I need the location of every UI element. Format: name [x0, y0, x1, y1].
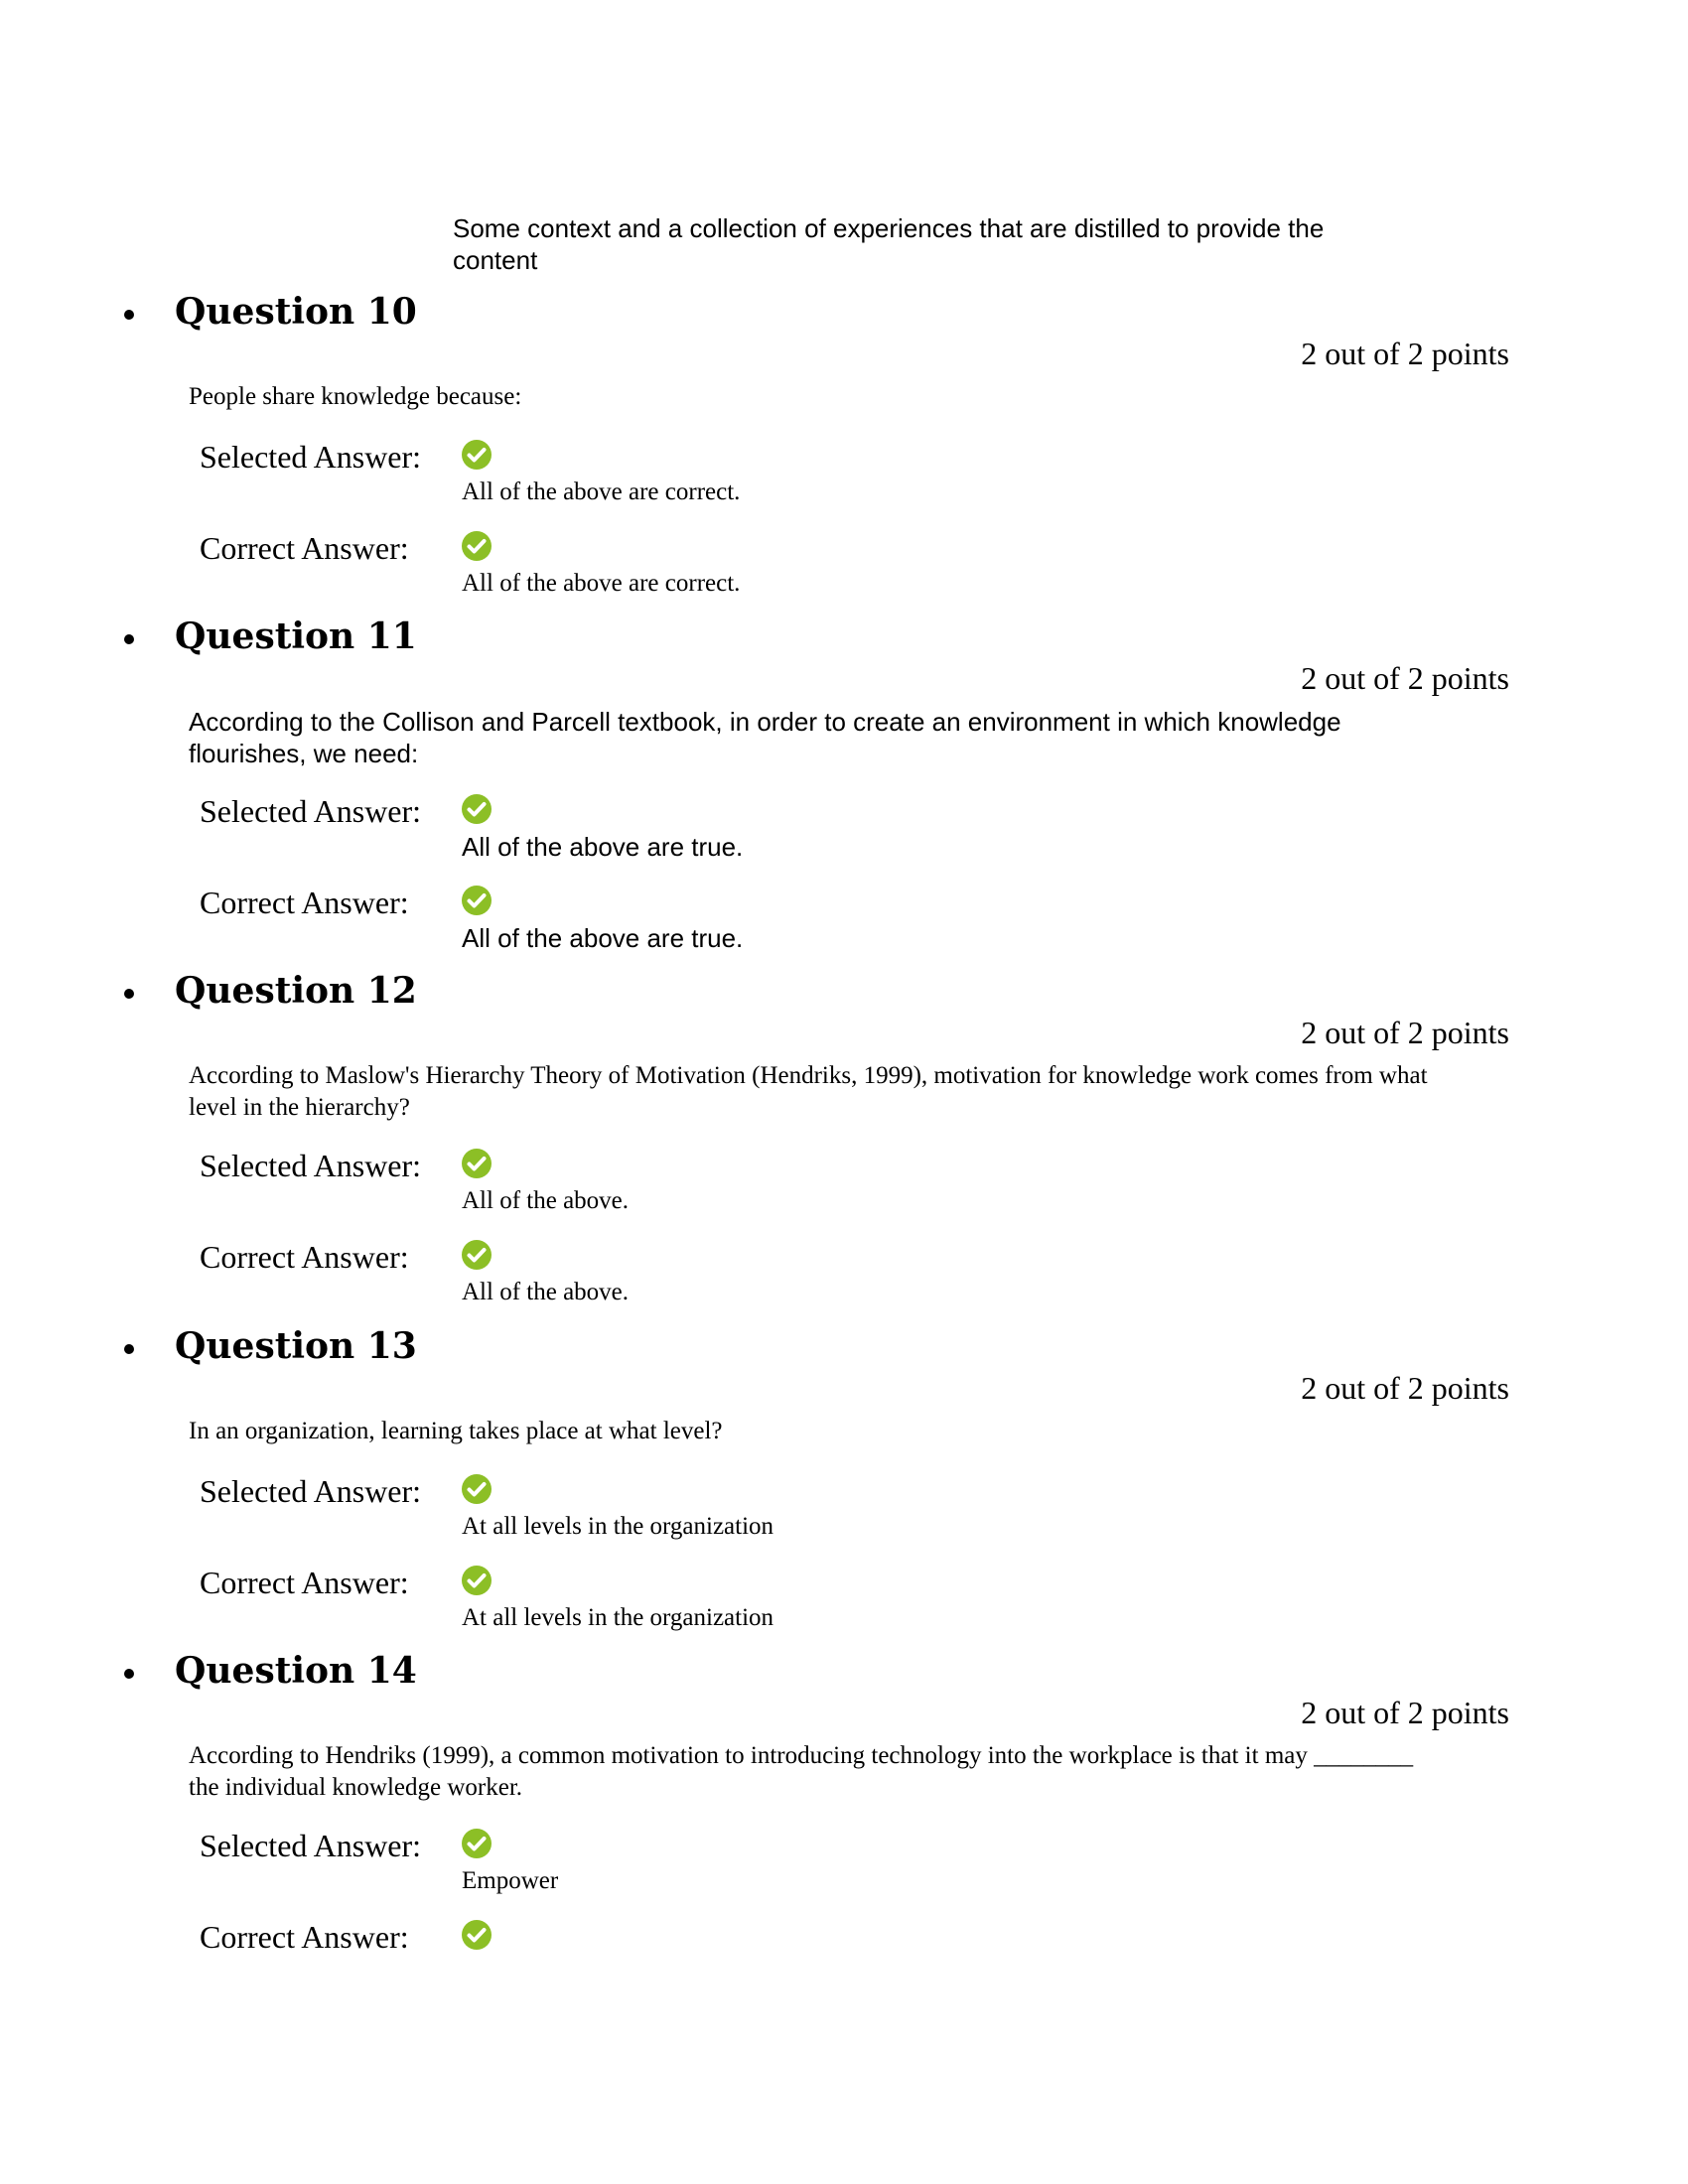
- question-title: Question 12: [175, 970, 417, 1012]
- question-title: Question 13: [175, 1325, 417, 1367]
- selected-answer-value: All of the above are correct.: [462, 478, 741, 505]
- bullet-icon: [124, 1669, 134, 1679]
- question-points: 2 out of 2 points: [1301, 1015, 1509, 1050]
- question-points: 2 out of 2 points: [1301, 336, 1509, 371]
- check-circle-icon: [461, 1565, 492, 1596]
- question-14: [0, 1651, 1688, 1969]
- correct-answer-value: All of the above are true.: [462, 923, 744, 953]
- selected-answer-label: Selected Answer:: [200, 1473, 422, 1509]
- previous-question-answer-text: Some context and a collection of experiences that are distilled to provide the content: [453, 213, 1325, 275]
- check-circle-icon: [461, 1919, 492, 1951]
- selected-answer-value: At all levels in the organization: [462, 1513, 774, 1540]
- bullet-icon: [124, 1344, 134, 1354]
- check-circle-icon: [461, 885, 492, 916]
- check-circle-icon: [461, 1828, 492, 1859]
- question-text: People share knowledge because:: [189, 383, 522, 410]
- selected-answer-label: Selected Answer:: [200, 1828, 422, 1863]
- question-12: [0, 970, 1688, 1305]
- bullet-icon: [124, 634, 134, 644]
- correct-answer-label: Correct Answer:: [200, 530, 409, 566]
- question-text: According to Maslow's Hierarchy Theory of Motivation (Hendriks, 1999), motivation for knowledge work comes from what level in the hierarchy?: [189, 1062, 1428, 1121]
- selected-answer-value: Empower: [462, 1867, 559, 1894]
- correct-answer-value: All of the above.: [462, 1279, 630, 1305]
- correct-answer-label: Correct Answer:: [200, 885, 409, 920]
- question-points: 2 out of 2 points: [1301, 1695, 1509, 1730]
- selected-answer-label: Selected Answer:: [200, 1148, 422, 1183]
- question-title: Question 11: [175, 615, 417, 657]
- question-title: Question 14: [175, 1650, 417, 1692]
- check-circle-icon: [461, 793, 492, 825]
- question-points: 2 out of 2 points: [1301, 1370, 1509, 1406]
- correct-answer-value: At all levels in the organization: [462, 1604, 774, 1631]
- check-circle-icon: [461, 1473, 492, 1505]
- correct-answer-label: Correct Answer:: [200, 1919, 409, 1955]
- question-11: [0, 615, 1688, 953]
- question-13: [0, 1326, 1688, 1644]
- question-10: [0, 292, 1688, 610]
- question-title: Question 10: [175, 291, 417, 333]
- selected-answer-label: Selected Answer:: [200, 439, 422, 475]
- check-circle-icon: [461, 1239, 492, 1271]
- question-text: In an organization, learning takes place at what level?: [189, 1418, 723, 1444]
- selected-answer-value: All of the above.: [462, 1187, 630, 1214]
- check-circle-icon: [461, 439, 492, 471]
- correct-answer-value: All of the above are correct.: [462, 570, 741, 597]
- question-text: According to Hendriks (1999), a common motivation to introducing technology into the workplace is that it may ________ the individual knowledge worker.: [189, 1742, 1414, 1801]
- bullet-icon: [124, 310, 134, 320]
- correct-answer-label: Correct Answer:: [200, 1239, 409, 1275]
- selected-answer-label: Selected Answer:: [200, 793, 422, 829]
- selected-answer-value: All of the above are true.: [462, 832, 744, 862]
- check-circle-icon: [461, 1148, 492, 1179]
- check-circle-icon: [461, 530, 492, 562]
- correct-answer-label: Correct Answer:: [200, 1565, 409, 1600]
- question-text: According to the Collison and Parcell textbook, in order to create an environment in which knowledge flourishes, we need:: [189, 707, 1341, 768]
- bullet-icon: [124, 989, 134, 999]
- question-points: 2 out of 2 points: [1301, 660, 1509, 696]
